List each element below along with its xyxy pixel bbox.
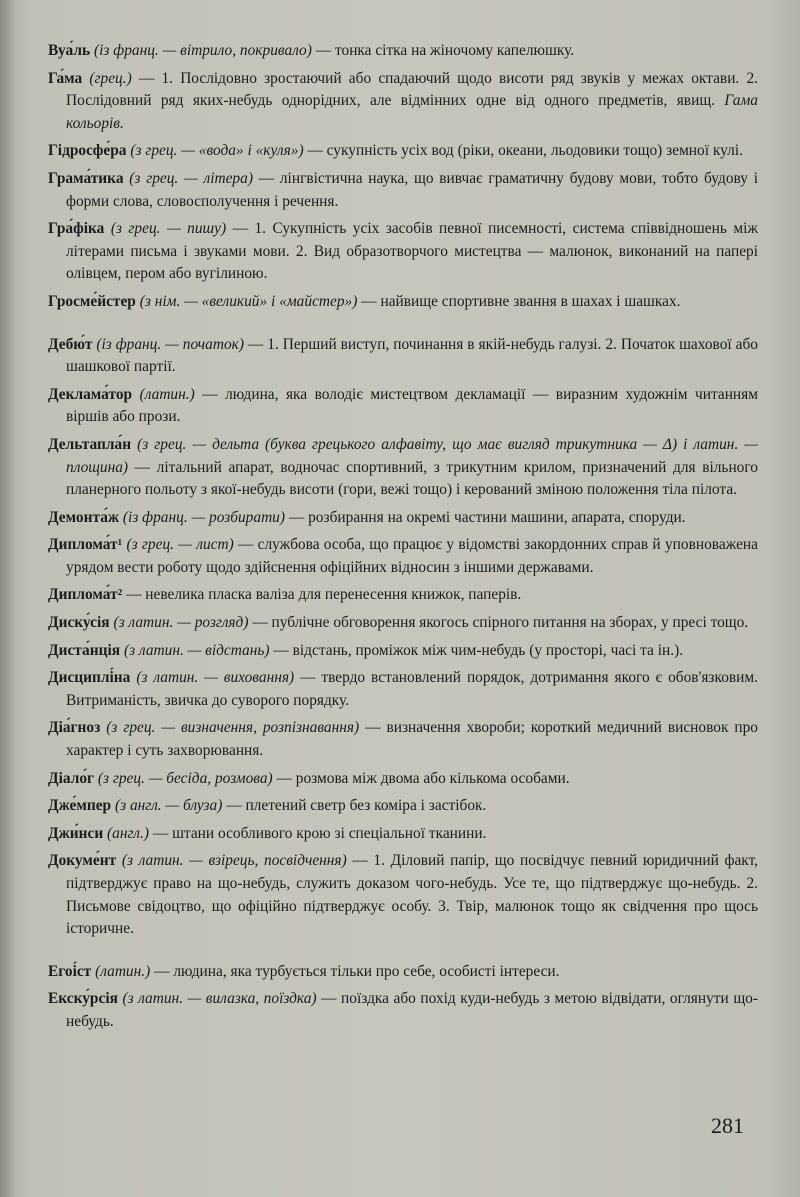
- entry-definition: — лінгвістична наука, що вивчає граматичну будову мови, тобто будову і форми слова, словосполучення і речення.: [66, 169, 758, 210]
- entry-etymology: (з латин. — вилазка, поїздка): [122, 990, 317, 1008]
- glossary-entry: [48, 717, 758, 762]
- entry-definition: — штани особливого крою зі спеціальної тканини.: [149, 824, 487, 842]
- entry-example: Гама кольорів.: [66, 92, 758, 132]
- entry-etymology: (латин.): [139, 385, 195, 403]
- entry-definition: — публічне обговорення якогось спірного питання на зборах, у пресі тощо.: [248, 614, 749, 632]
- glossary-entries: [48, 40, 758, 1039]
- entry-etymology: (із франц. — розбирати): [122, 508, 286, 526]
- entry-headword: Диску́сія: [48, 614, 110, 632]
- entry-definition: — невелика пласка валіза для перенесення книжок, паперів.: [122, 586, 522, 604]
- entry-headword: Діа́гноз: [48, 719, 101, 737]
- glossary-entry: [48, 384, 758, 429]
- entry-headword: Дебю́т: [48, 335, 93, 353]
- entry-etymology: (англ.): [107, 824, 149, 842]
- entry-etymology: (з грец. — бесіда, розмова): [97, 769, 273, 787]
- entry-headword: Егоі́ст: [48, 962, 92, 980]
- entry-definition: — сукупність усіх вод (ріки, океани, льодовики тощо) земної кулі.: [303, 142, 743, 160]
- entry-headword: Гросме́йстер: [48, 292, 136, 310]
- entry-definition: — визначення хвороби; короткий медичний висновок про характер і суть захворювання.: [66, 719, 758, 760]
- glossary-entry: [48, 667, 758, 712]
- entry-definition: — 1. Сукупність усіх засобів певної писемності, система співвідношень між літерами письма і звуками мови. 2. Вид образотворчого мистецтва — малюнок, виконаний на папері олівцем, пером або вугілиною.: [66, 220, 758, 283]
- entry-headword: Дельтапла́н: [48, 435, 132, 453]
- glossary-entry: [48, 434, 758, 502]
- entry-headword: Дже́мпер: [48, 797, 112, 815]
- entry-definition: — розмова між двома або кількома особами.: [272, 769, 570, 787]
- glossary-entry: [48, 218, 758, 286]
- glossary-entry: [48, 823, 758, 846]
- entry-headword: Дисциплі́на: [48, 669, 131, 687]
- glossary-entry: [48, 534, 758, 579]
- glossary-entry: [48, 640, 758, 663]
- entry-headword: Гідросфе́ра: [48, 142, 127, 160]
- entry-definition: — плетений светр без коміра і застібок.: [222, 797, 487, 815]
- glossary-entry: [48, 961, 758, 984]
- glossary-entry: [48, 988, 758, 1033]
- entry-headword: Га́ма: [48, 69, 83, 87]
- entry-etymology: (з латин. — взірець, посвідчення): [121, 852, 347, 870]
- entry-definition: — літальний апарат, водночас спортивний, з трикутним крилом, призначений для вільного планерного польоту з якої-небудь висоти (гори, вежі тощо) і керований зміною положення тіла пілота.: [66, 458, 758, 499]
- glossary-entry: [48, 768, 758, 791]
- entry-definition: — розбирання на окремі частини машини, апарата, споруди.: [285, 508, 686, 526]
- page-number: 281: [711, 1113, 744, 1138]
- glossary-entry: [48, 850, 758, 940]
- entry-headword: Діало́г: [48, 769, 95, 787]
- entry-headword: Деклама́тор: [48, 385, 133, 403]
- glossary-entry: [48, 334, 758, 379]
- entry-definition: — тонка сітка на жіночому капелюшку.: [311, 42, 575, 59]
- entry-etymology: (з грец. — «вода» і «куля»): [130, 142, 304, 160]
- entry-headword: Докуме́нт: [48, 852, 117, 870]
- entry-etymology: (з грец. — визначення, розпізнавання): [106, 719, 360, 737]
- entry-definition: — 1. Перший виступ, починання в якій-небудь галузі. 2. Початок шахової або шашкової партії.: [66, 335, 758, 376]
- entry-headword: Диплома́т²: [48, 586, 123, 604]
- glossary-entry: [48, 584, 758, 607]
- entry-etymology: (латин.): [95, 962, 151, 980]
- entry-definition: — службова особа, що працює у відомстві закордонних справ й уповноважена урядом вести роботу щодо здійснення офіційних відносин з іншими державами.: [66, 536, 758, 576]
- entry-headword: Демонта́ж: [48, 508, 120, 526]
- glossary-entry: [48, 168, 758, 213]
- entry-etymology: (з грец. — дельта (буква грецького алфавіту, що має вигляд трикутника — Δ) і латин. — площина): [66, 435, 758, 476]
- glossary-entry: [48, 795, 758, 818]
- glossary-entry: [48, 68, 758, 136]
- entry-definition: — поїздка або похід куди-небудь з метою відвідати, оглянути що-небудь.: [66, 990, 758, 1030]
- entry-etymology: (з латин. — виховання): [136, 669, 295, 687]
- entry-headword: Екску́рсія: [48, 990, 118, 1008]
- glossary-entry: [48, 291, 758, 314]
- entry-headword: Диста́нція: [48, 641, 121, 659]
- entry-etymology: (з англ. — блуза): [114, 797, 223, 815]
- entry-etymology: (із франц. — вітрило, покривало): [94, 42, 312, 59]
- glossary-entry: [48, 40, 758, 63]
- entry-definition: — відстань, проміжок між чим-небудь (у просторі, часі та ін.).: [269, 641, 684, 659]
- entry-headword: Грама́тика: [48, 169, 124, 187]
- entry-etymology: (з нім. — «великий» і «майстер»): [139, 292, 358, 310]
- entry-headword: Джи́нси: [48, 824, 104, 842]
- entry-definition: — людина, яка турбується тільки про себе, особисті інтереси.: [150, 962, 560, 980]
- entry-headword: Диплома́т¹: [48, 536, 123, 554]
- entry-headword: Вуа́ль: [48, 42, 91, 59]
- entry-etymology: (з грец. — літера): [129, 169, 253, 187]
- glossary-entry: [48, 612, 758, 635]
- entry-definition: — 1. Послідовно зростаючий або спадаючий щодо висоти ряд звуків у межах октави. 2. Послідовний ряд яких-небудь однорідних, але відмінних одне від одного предметів, явищ.: [66, 69, 758, 110]
- entry-etymology: (з грец. — лист): [126, 536, 234, 554]
- entry-definition: — твердо встановлений порядок, дотримання якого є обов'язковим. Витриманість, звичка до суворого порядку.: [66, 669, 758, 709]
- glossary-entry: [48, 140, 758, 163]
- entry-definition: — людина, яка володіє мистецтвом декламації — виразним художнім читанням віршів або прози.: [66, 385, 758, 426]
- entry-etymology: (з латин. — відстань): [123, 641, 270, 659]
- entry-etymology: (грец.): [89, 69, 132, 87]
- entry-etymology: (з грец. — пишу): [110, 220, 227, 238]
- glossary-entry: [48, 507, 758, 530]
- entry-definition: — найвище спортивне звання в шахах і шашках.: [357, 292, 681, 310]
- entry-etymology: (з латин. — розгляд): [113, 614, 249, 632]
- page-binding-shadow: [0, 0, 16, 1197]
- entry-headword: Гра́фіка: [48, 220, 105, 238]
- entry-definition: — 1. Діловий папір, що посвідчує певний юридичний факт, підтверджує право на що-небудь, служить доказом чого-небудь. Усе те, що підтверджує що-небудь. 2. Письмове свідоцтво, що офіційно підтверджує особу. 3. Твір, малюнок тощо як свідчення про щось історичне.: [66, 852, 758, 938]
- entry-etymology: (із франц. — початок): [96, 335, 244, 353]
